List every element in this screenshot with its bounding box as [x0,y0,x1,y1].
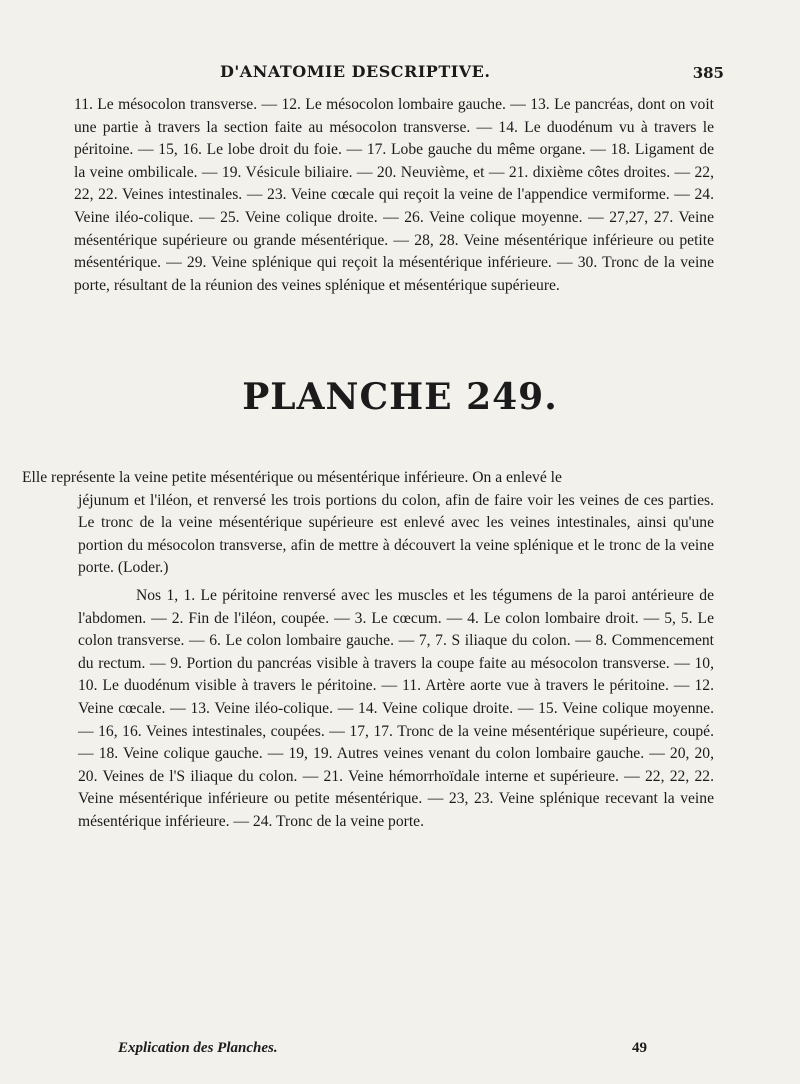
footer-section-title: Explication des Planches. [118,1040,278,1056]
plate-description-body: jéjunum et l'iléon, et renversé les trois portions du colon, afin de faire voir les veines de ces parties. Le tronc de la veine mésentérique supérieure est enlevé avec les veines intestinales, ainsi qu'une portion du mésocolon transverse, afin de mettre à découvert la veine splénique et le tronc de la veine porte. (Loder.) [78,491,714,577]
plate-description [22,467,714,580]
plate-description-first-line: Elle représente la veine petite mésentérique ou mésentérique inférieure. On a enlevé le [22,469,562,486]
footer-signature-number: 49 [632,1040,647,1056]
running-title: D'ANATOMIE DESCRIPTIVE. [220,62,491,81]
plate-legend: Nos 1, 1. Le péritoine renversé avec les muscles et les tégumens de la paroi antérieure de l'abdomen. — 2. Fin de l'iléon, coupée. — 3. Le cœcum. — 4. Le colon lombaire droit. — 5, 5. Le colon transverse. — 6. Le colon lombaire gauche. — 7, 7. S iliaque du colon. — 8. Commencement du rectum. — 9. Portion du pancréas visible à travers la coupe faite au mésocolon transverse. — 10, 10. Le duodénum visible à travers le péritoine. — 11. Artère aorte vue à travers le péritoine. — 12. Veine cœcale. — 13. Veine iléo-colique. — 14. Veine colique droite. — 15. Veine colique moyenne. — 16, 16. Veines intestinales, coupées. — 17, 17. Tronc de la veine mésentérique supérieure, coupé. — 18. Veine colique gauche. — 19, 19. Autres veines venant du colon lombaire gauche. — 20, 20, 20. Veines de l'S iliaque du colon. — 21. Veine hémorrhoïdale interne et supérieure. — 22, 22, 22. Veine mésentérique inférieure ou petite mésentérique. — 23, 23. Veine splénique recevant la veine mésentérique inférieure. — 24. Tronc de la veine porte. [78,587,714,830]
page-header [70,62,724,86]
continuation-paragraph: 11. Le mésocolon transverse. — 12. Le mésocolon lombaire gauche. — 13. Le pancréas, dont on voit une partie à travers la section faite au mésocolon transverse. — 14. Le duodénum vu à travers le péritoine. — 15, 16. Le lobe droit du foie. — 17. Lobe gauche du même organe. — 18. Ligament de la veine ombilicale. — 19. Vésicule biliaire. — 20. Neuvième, et — 21. dixième côtes droites. — 22, 22, 22. Veines intestinales. — 23. Veine cœcale qui reçoit la veine de l'appendice vermiforme. — 24. Veine iléo-colique. — 25. Veine colique droite. — 26. Veine colique moyenne. — 27,27, 27. Veine mésentérique supérieure ou grande mésentérique. — 28, 28. Veine mésentérique inférieure ou petite mésentérique. — 29. Veine splénique qui reçoit la mésentérique inférieure. — 30. Tronc de la veine porte, résultant de la réunion des veines splénique et mésentérique supérieure. [74,96,714,294]
plate-title: PLANCHE 249. [242,376,558,418]
page-number: 385 [692,64,724,82]
